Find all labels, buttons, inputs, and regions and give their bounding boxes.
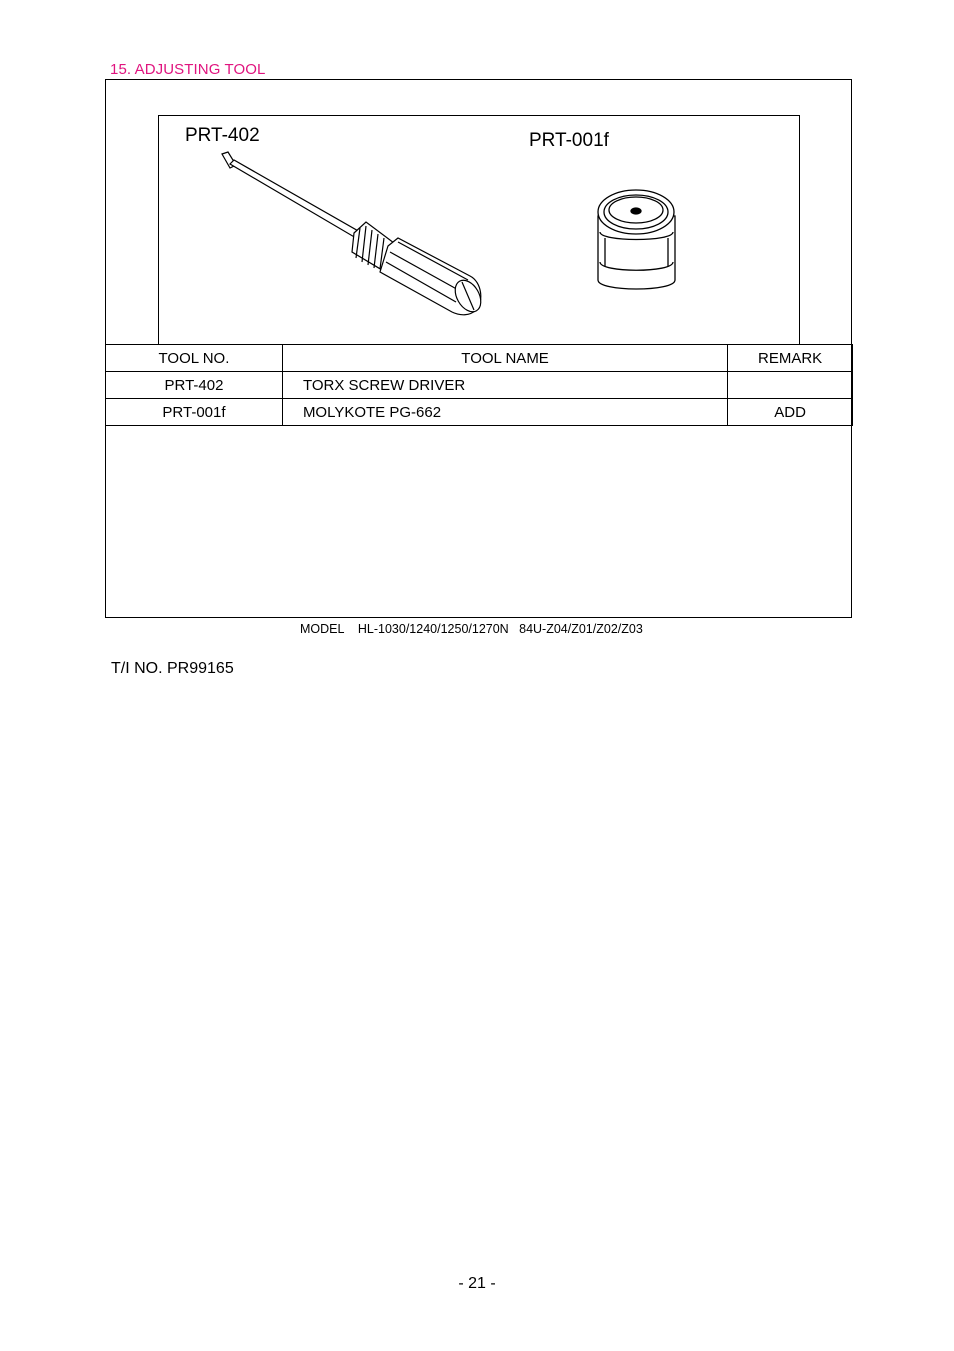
cell-tool-name: MOLYKOTE PG-662 bbox=[282, 399, 727, 426]
table-header-row bbox=[106, 345, 853, 372]
header-tool-no: TOOL NO. bbox=[106, 345, 283, 372]
cell-remark: ADD bbox=[728, 399, 853, 426]
page-number: - 21 - bbox=[458, 1275, 496, 1292]
cell-tool-no: PRT-402 bbox=[106, 372, 283, 399]
table-row bbox=[106, 399, 853, 426]
table-row bbox=[106, 372, 853, 399]
ti-number: T/I NO. PR99165 bbox=[111, 660, 234, 677]
header-tool-name: TOOL NAME bbox=[282, 345, 727, 372]
figure-label-prt-001f: PRT-001f bbox=[529, 130, 609, 151]
tool-table bbox=[105, 344, 853, 426]
cell-remark bbox=[728, 372, 853, 399]
section-title: 15. ADJUSTING TOOL bbox=[110, 61, 266, 78]
torx-screwdriver-icon bbox=[222, 152, 486, 316]
grease-can-icon bbox=[598, 190, 675, 289]
cell-tool-no: PRT-001f bbox=[106, 399, 283, 426]
header-remark: REMARK bbox=[728, 345, 853, 372]
model-line: MODEL HL-1030/1240/1250/1270N 84U-Z04/Z01/Z02/Z03 bbox=[300, 622, 643, 636]
cell-tool-name: TORX SCREW DRIVER bbox=[282, 372, 727, 399]
figure-label-prt-402: PRT-402 bbox=[185, 125, 260, 146]
